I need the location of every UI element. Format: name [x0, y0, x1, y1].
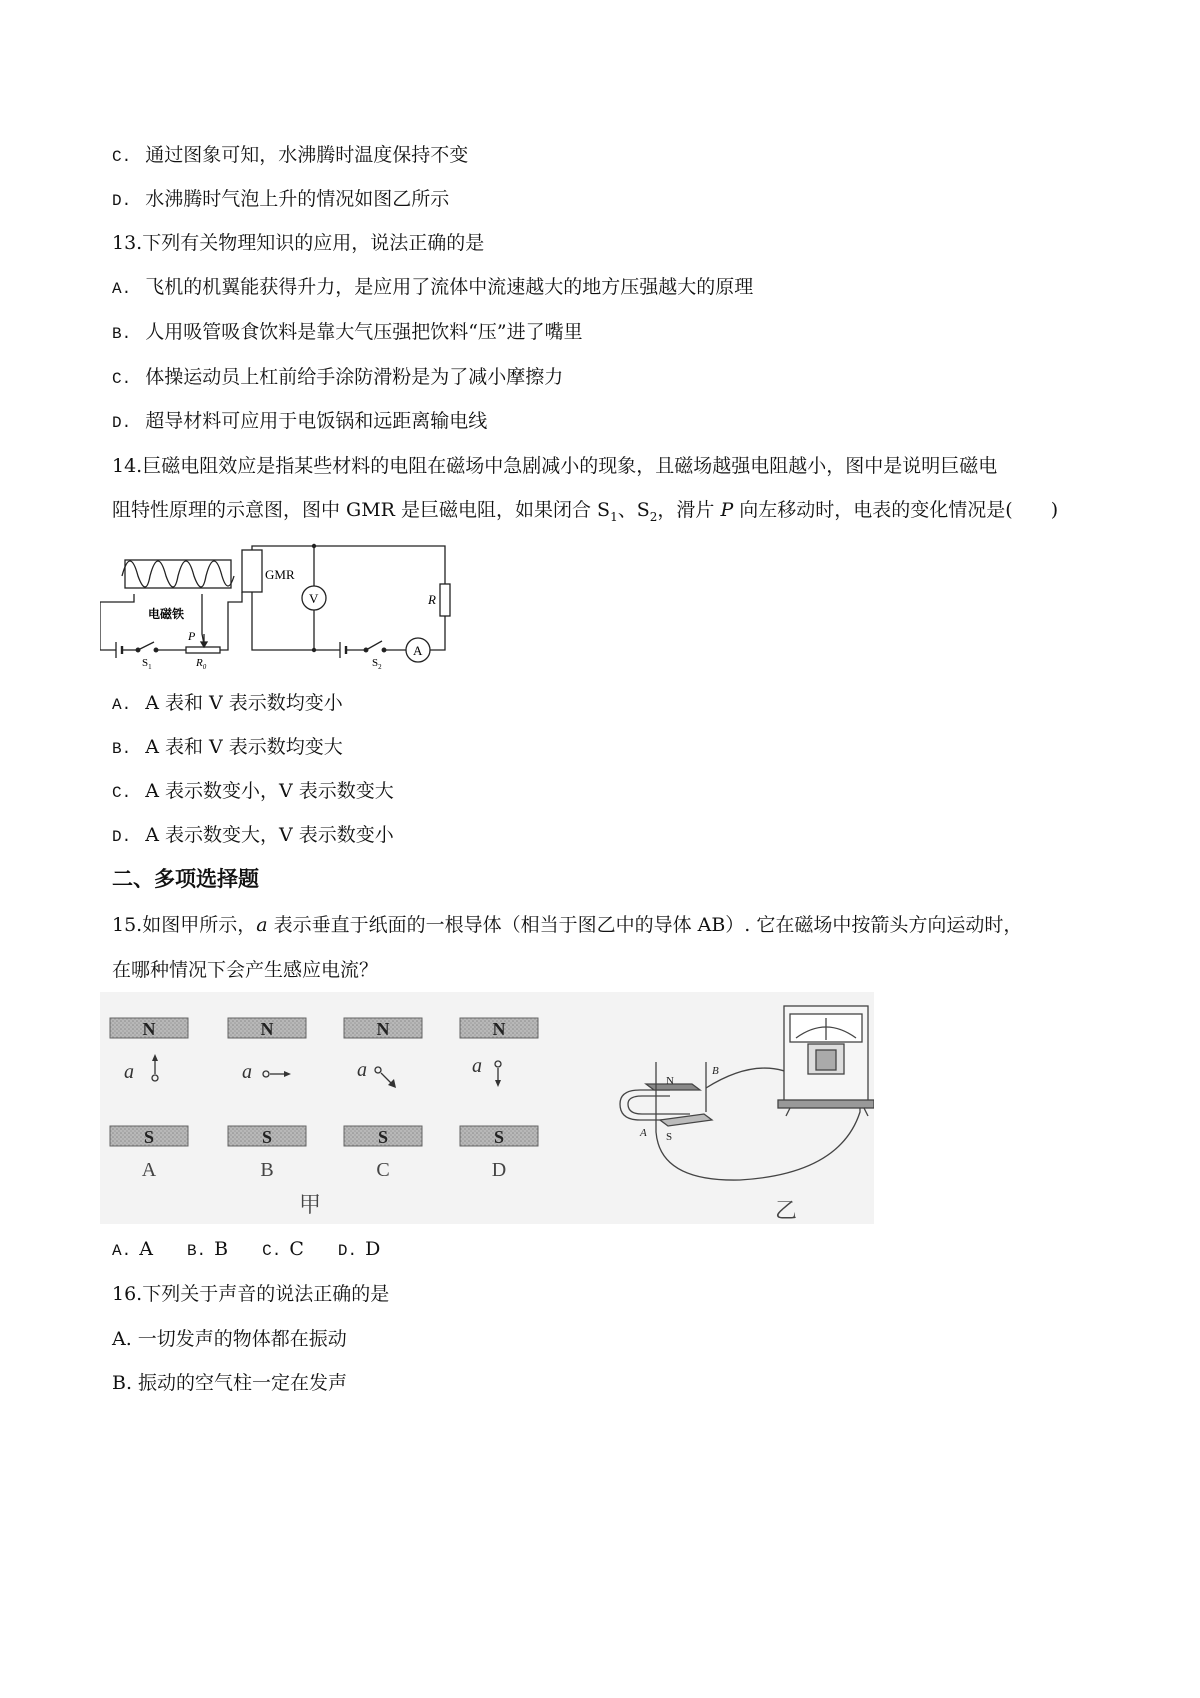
fig-yi-b-label: B [712, 1065, 719, 1077]
q13-option-b-letter: B. [112, 325, 132, 343]
arrow-up-head [152, 1054, 158, 1061]
conductor-dot-a [152, 1075, 158, 1081]
q13-stem: 13.下列有关物理知识的应用，说法正确的是 [112, 232, 485, 254]
resistor-r-label: R [428, 592, 436, 607]
north-label-b: N [260, 1019, 274, 1039]
q15-option-d-letter: D. [337, 1242, 358, 1260]
slider-p-label: P [188, 629, 196, 643]
south-label-c: S [377, 1127, 389, 1147]
fig-yi-s-label: S [666, 1131, 673, 1143]
conductor-label-b: a [242, 1061, 252, 1083]
switch-s1 [138, 642, 154, 650]
q12-option-c [112, 142, 468, 170]
wire-r0-return [220, 592, 242, 650]
q13-option-c-text: 体操运动员上杠前给手涂防滑粉是为了减小摩擦力 [145, 366, 564, 388]
slider-p-arrowhead [201, 642, 207, 647]
q14-stem-part-a: 阻特性原理的示意图，图中 GMR 是巨磁电阻，如果闭合 S [112, 499, 611, 521]
q13-option-c-letter: C. [112, 370, 132, 388]
figure-yi-label: 乙 [774, 1198, 798, 1223]
arrow-right-head [284, 1071, 291, 1077]
q12-option-d [112, 186, 449, 214]
q16-stem: 16.下列关于声音的说法正确的是 [112, 1283, 390, 1305]
coil-icon [122, 561, 234, 587]
q12-option-d-text: 水沸腾时气泡上升的情况如图乙所示 [145, 188, 450, 210]
q15-option-c-text: C [289, 1238, 304, 1260]
switch-s2 [366, 641, 382, 650]
section-title: 二、多项选择题 [112, 867, 259, 891]
conductor-label-c: a [357, 1059, 367, 1081]
q13-option-b [112, 319, 583, 347]
q12-option-d-letter: D. [112, 192, 132, 210]
gmr-resistor [242, 550, 262, 592]
fig-yi-n-label: N [666, 1075, 674, 1087]
case-label-a: A [141, 1159, 157, 1181]
rheostat-r0 [186, 647, 220, 653]
q15-option-a [112, 1236, 153, 1264]
q15-a-letter: a [256, 914, 268, 936]
q14-option-a-letter: A. [112, 696, 132, 714]
q15-option-b [187, 1236, 228, 1264]
gmr-label: GMR [265, 567, 295, 582]
q13-option-b-text: 人用吸管吸食饮料是靠大气压强把饮料“压”进了嘴里 [145, 321, 583, 343]
south-label-d: S [493, 1127, 505, 1147]
q14-sub-2: 2 [649, 509, 658, 524]
ammeter-label: A [413, 643, 423, 658]
q14-option-d [112, 822, 394, 850]
q14-option-d-letter: D. [112, 828, 132, 846]
wire-gmr-bottom [252, 592, 340, 650]
q14-option-b-text: A 表和 V 表示数均变大 [145, 736, 343, 758]
q15-stem-line2: 在哪种情况下会产生感应电流？ [112, 959, 379, 981]
voltmeter-label: V [309, 591, 319, 606]
q15-option-c [262, 1236, 304, 1264]
q14-option-b-letter: B. [112, 740, 132, 758]
north-label-a: N [142, 1019, 156, 1039]
case-label-d: D [491, 1159, 507, 1181]
north-label-c: N [376, 1019, 390, 1039]
coil-left-wire [100, 594, 134, 650]
s1-label: $S_1$ [142, 657, 152, 671]
q15-option-a-letter: A. [112, 1242, 132, 1260]
q15-option-a-text: A [139, 1238, 153, 1260]
q14-option-c [112, 778, 394, 806]
r0-label: $R_0$ [196, 657, 207, 671]
q16-option-b: B. 振动的空气柱一定在发声 [112, 1372, 348, 1394]
q14-stem-part-d: 向左移动时，电表的变化情况是( ) [733, 499, 1059, 521]
conductor-label-a: a [124, 1061, 134, 1083]
wire-a-r [430, 616, 445, 650]
electromagnet-label: 电磁铁 [148, 607, 185, 621]
q14-option-d-text: A 表示数变大，V 表示数变小 [145, 824, 394, 846]
fig-yi-a-label: A [640, 1127, 647, 1139]
q14-stem-line2 [112, 497, 1058, 530]
induction-figure [100, 992, 874, 1224]
q14-option-c-letter: C. [112, 784, 132, 802]
node-bottom [312, 648, 316, 652]
q13-option-d-letter: D. [112, 414, 132, 432]
q12-option-c-text: 通过图象可知，水沸腾时温度保持不变 [145, 144, 469, 166]
q15-option-b-letter: B. [186, 1242, 207, 1260]
q15-stem-line1 [112, 912, 1022, 938]
q13-option-a [112, 274, 753, 302]
arrow-down-head [495, 1080, 501, 1087]
resistor-r [440, 584, 450, 616]
conductor-label-d: a [472, 1055, 482, 1077]
q14-stem-part-c: ，滑片 [657, 499, 721, 521]
q14-option-c-text: A 表示数变小，V 表示数变大 [145, 780, 394, 802]
north-label-d: N [492, 1019, 506, 1039]
q15-stem-part-a: 15.如图甲所示， [112, 914, 257, 936]
south-label-a: S [143, 1127, 155, 1147]
q14-stem-line1: 14.巨磁电阻效应是指某些材料的电阻在磁场中急剧减小的现象，且磁场越强电阻越小，图中是说明巨磁电 [112, 455, 998, 477]
q15-stem-part-b: 表示垂直于纸面的一根导体（相当于图乙中的导体 AB）. 它在磁场中按箭头方向运动时， [267, 914, 1023, 936]
q13-option-d-text: 超导材料可应用于电饭锅和远距离输电线 [145, 410, 488, 432]
q15-option-d-text: D [365, 1238, 381, 1260]
q14-stem-part-b: 、S [617, 499, 650, 521]
q16-option-a: A. 一切发声的物体都在振动 [112, 1328, 347, 1350]
conductor-dot-c [375, 1067, 381, 1073]
q13-option-a-text: 飞机的机翼能获得升力，是应用了流体中流速越大的地方压强越大的原理 [145, 276, 754, 298]
q15-option-d [338, 1236, 380, 1264]
conductor-dot-d [495, 1061, 501, 1067]
s2-label: $S_2$ [372, 657, 382, 671]
gmr-circuit-figure [100, 538, 500, 680]
q13-option-d [112, 408, 487, 436]
galvanometer-wire-bottom [656, 1104, 860, 1180]
u-magnet-icon [620, 1090, 690, 1120]
q14-sub-1: 1 [610, 509, 618, 524]
q12-option-c-letter: C. [112, 148, 132, 166]
q14-option-b [112, 734, 343, 762]
q15-options [112, 1236, 414, 1264]
q14-option-a-text: A 表和 V 表示数均变小 [145, 692, 343, 714]
case-label-c: C [376, 1159, 390, 1181]
case-label-b: B [260, 1159, 274, 1181]
conductor-dot-b [263, 1071, 269, 1077]
south-label-b: S [261, 1127, 273, 1147]
q15-option-c-letter: C. [262, 1242, 282, 1260]
q13-option-c [112, 364, 563, 392]
q14-p-letter: P [720, 499, 734, 521]
arrow-diagonal-icon [381, 1073, 391, 1083]
figure-jia-label: 甲 [298, 1192, 322, 1217]
q14-option-a [112, 690, 343, 718]
q15-option-b-text: B [214, 1238, 229, 1260]
q13-option-a-letter: A. [112, 280, 132, 298]
node-top [312, 544, 316, 548]
